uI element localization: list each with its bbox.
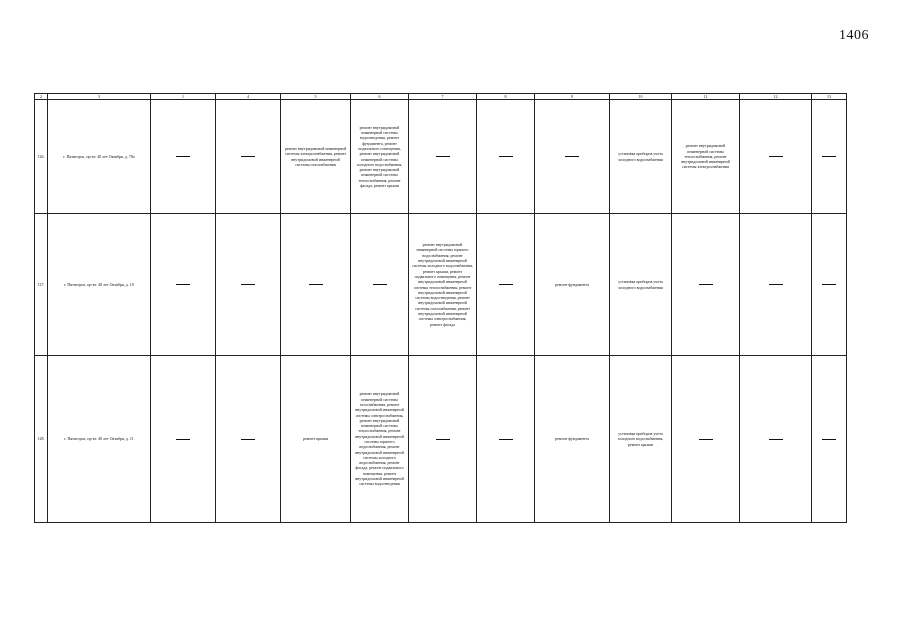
address-cell: г. Пятигорск, пр-кт. 40 лет Октября, д. 10 [48, 214, 151, 356]
column-header: 13 [812, 94, 847, 100]
column-header: 10 [610, 94, 672, 100]
table-row [35, 100, 847, 214]
column-header: 1 [151, 94, 216, 100]
work-text: ремонт фундамента [555, 436, 589, 442]
table-row [35, 214, 847, 356]
dash-mark [499, 439, 513, 440]
work-cell [535, 356, 610, 523]
empty-cell [281, 214, 351, 356]
dash-mark [436, 156, 450, 157]
empty-cell [812, 214, 847, 356]
address-cell: г. Пятигорск, пр-кт. 40 лет Октября, д. 11 [48, 356, 151, 523]
dash-mark [176, 156, 190, 157]
work-cell [409, 214, 477, 356]
empty-cell [351, 214, 409, 356]
work-text: ремонт внутридомовой инженерной системы электроснабжения, ремонт внутридомовой инженерной системы газоснабжения [284, 145, 347, 167]
column-header: 3 [48, 94, 151, 100]
column-header: 11 [672, 94, 740, 100]
page-number: 1406 [839, 28, 869, 43]
empty-cell [151, 100, 216, 214]
dash-mark [769, 156, 783, 157]
works-table [34, 93, 847, 523]
work-text: ремонт внутридомовой инженерной системы водоотведения, ремонт фундамента, ремонт подвального помещения, ремонт внутридомовой инженерной системы холодного водоснабжения, ремонт внутридомовой инженерной системы теплоснабжения, ремонт фасада, ремонт крыши [356, 124, 403, 188]
dash-mark [241, 439, 255, 440]
dash-mark [176, 284, 190, 285]
empty-cell [216, 214, 281, 356]
work-text: ремонт внутридомовой инженерной системы горячего водоснабжения, ремонт внутридомовой инженерной системы холодного водоснабжения, ремонт крыши, ремонт подвального помещения, ремонт внутридомовой инженерной системы теплоснабжения, ремонт внутридомовой инженерной системы водоотведения, ремонт внутридомовой инженерной системы газоснабжения, ремонт внутридомовой инженерной системы электроснабжения, ремонт фасада [412, 242, 473, 327]
dash-mark [822, 156, 836, 157]
work-text: ремонт крыши [302, 436, 329, 442]
work-text: ремонт внутридомовой инженерной системы газоснабжения, ремонт внутридомовой инженерной системы электроснабжения, ремонт внутридомовой инженерной системы теплоснабжения, ремонт внутридомовой инженерной системы горячего водоснабжения, ремонт внутридомовой инженерной системы холодного водоснабжения, ремонт фасада, ремонт подвального помещения, ремонт внутридомовой инженерной системы водоотведения [355, 391, 404, 487]
address-cell: г. Пятигорск, пр-кт. 40 лет Октября, д. 78а [48, 100, 151, 214]
empty-cell [409, 356, 477, 523]
dash-mark [822, 439, 836, 440]
work-cell [610, 356, 672, 523]
work-cell [610, 100, 672, 214]
empty-cell [740, 100, 812, 214]
dash-mark [436, 439, 450, 440]
row-number: 127. [35, 214, 48, 356]
empty-cell [672, 356, 740, 523]
dash-mark [769, 439, 783, 440]
dash-mark [499, 284, 513, 285]
work-text: ремонт внутридомовой инженерной системы теплоснабжения, ремонт внутридомовой инженерной системы электроснабжения [681, 143, 730, 170]
work-cell [672, 100, 740, 214]
work-cell [351, 100, 409, 214]
dash-mark [822, 284, 836, 285]
dash-mark [241, 156, 255, 157]
empty-cell [216, 100, 281, 214]
work-cell [610, 214, 672, 356]
work-cell [281, 100, 351, 214]
empty-cell [216, 356, 281, 523]
empty-cell [740, 214, 812, 356]
dash-mark [241, 284, 255, 285]
work-text: установка приборов учета холодного водоснабжения [618, 279, 663, 290]
work-text: установка приборов учета холодного водоснабжения, ремонт крыши [617, 431, 664, 447]
column-header: 7 [409, 94, 477, 100]
empty-cell [477, 214, 535, 356]
column-header: 9 [535, 94, 610, 100]
work-cell [281, 356, 351, 523]
empty-cell [409, 100, 477, 214]
empty-cell [151, 214, 216, 356]
column-header: 4 [216, 94, 281, 100]
dash-mark [309, 284, 323, 285]
dash-mark [499, 156, 513, 157]
dash-mark [769, 284, 783, 285]
empty-cell [672, 214, 740, 356]
empty-cell [740, 356, 812, 523]
row-number: 128. [35, 356, 48, 523]
column-header: 2 [35, 94, 48, 100]
column-header: 6 [351, 94, 409, 100]
empty-cell [477, 100, 535, 214]
work-text: установка приборов учета холодного водоснабжения [618, 151, 663, 162]
empty-cell [151, 356, 216, 523]
dash-mark [699, 439, 713, 440]
dash-mark [699, 284, 713, 285]
empty-cell [812, 356, 847, 523]
work-cell [535, 214, 610, 356]
empty-cell [812, 100, 847, 214]
dash-mark [176, 439, 190, 440]
column-header: 12 [740, 94, 812, 100]
empty-cell [477, 356, 535, 523]
dash-mark [565, 156, 579, 157]
row-number: 126. [35, 100, 48, 214]
column-header: 5 [281, 94, 351, 100]
column-header: 8 [477, 94, 535, 100]
table-row [35, 356, 847, 523]
empty-cell [535, 100, 610, 214]
work-text: ремонт фундамента [555, 281, 589, 287]
dash-mark [373, 284, 387, 285]
work-cell [351, 356, 409, 523]
